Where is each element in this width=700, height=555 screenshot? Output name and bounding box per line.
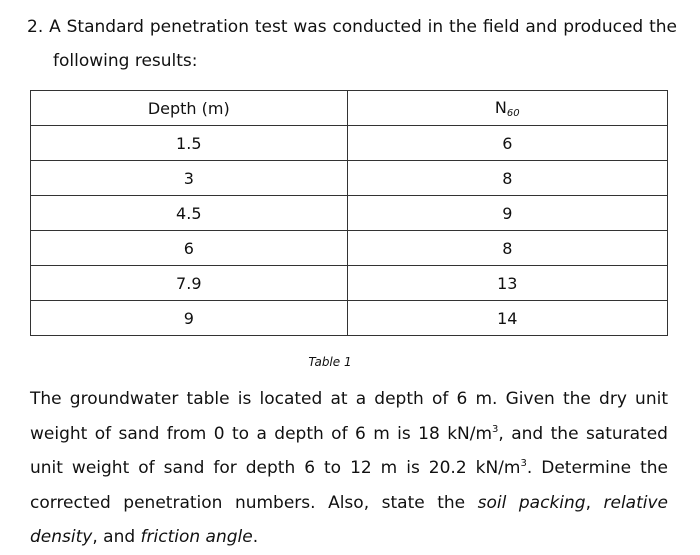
table-header-row (31, 91, 668, 126)
term-friction-angle: friction angle (140, 527, 253, 547)
table-row (31, 231, 668, 266)
paragraph-part-6: . (252, 527, 259, 547)
table-row (31, 266, 668, 301)
cell-depth: 3 (31, 161, 348, 196)
cell-depth: 1.5 (31, 126, 348, 161)
question-text-line-2: following results: (53, 51, 198, 71)
header-depth: Depth (m) (31, 91, 348, 126)
question-line-1 (27, 10, 677, 44)
superscript-cubed-1: 3 (492, 423, 499, 435)
cell-depth: 4.5 (31, 196, 348, 231)
superscript-cubed-2: 3 (520, 458, 527, 469)
cell-depth: 9 (31, 301, 348, 336)
table-caption: Table 1 (308, 355, 352, 369)
paragraph-part-3: . Determine the corrected penetration numbers. Also, state the (30, 458, 668, 513)
cell-n60: 6 (347, 126, 667, 161)
cell-depth: 7.9 (31, 266, 348, 301)
paragraph-part-5: , and (92, 527, 141, 547)
table-row (31, 126, 668, 161)
cell-n60: 8 (347, 231, 667, 266)
term-soil-packing: soil packing (477, 492, 586, 513)
paragraph-part-1: The groundwater table is located at a depth of 6 m. Given the dry unit weight of sand from 0 to a depth of 6 m is 18 kN/m (30, 389, 668, 444)
term-relative-density: relative density (30, 492, 669, 547)
problem-paragraph (30, 382, 668, 555)
header-n-sub: 60 (506, 107, 520, 119)
cell-depth: 6 (31, 231, 348, 266)
table-row (31, 161, 668, 196)
table-row (31, 301, 668, 336)
paragraph-part-2: , and the saturated unit weight of sand for depth 6 to 12 m is 20.2 kN/m (30, 423, 668, 478)
table-row (31, 196, 668, 231)
header-n-main: N (494, 97, 507, 117)
question-text-line-1: A Standard penetration test was conducted in the field and produced the (49, 17, 678, 37)
cell-n60: 8 (347, 161, 667, 196)
cell-n60: 9 (347, 196, 667, 231)
header-n60 (347, 91, 667, 126)
cell-n60: 13 (347, 266, 667, 301)
paragraph-part-4: , (585, 492, 604, 513)
question-block (27, 10, 677, 78)
question-number: 2. (27, 17, 44, 37)
cell-n60: 14 (347, 301, 667, 336)
spt-results-table (30, 90, 668, 336)
